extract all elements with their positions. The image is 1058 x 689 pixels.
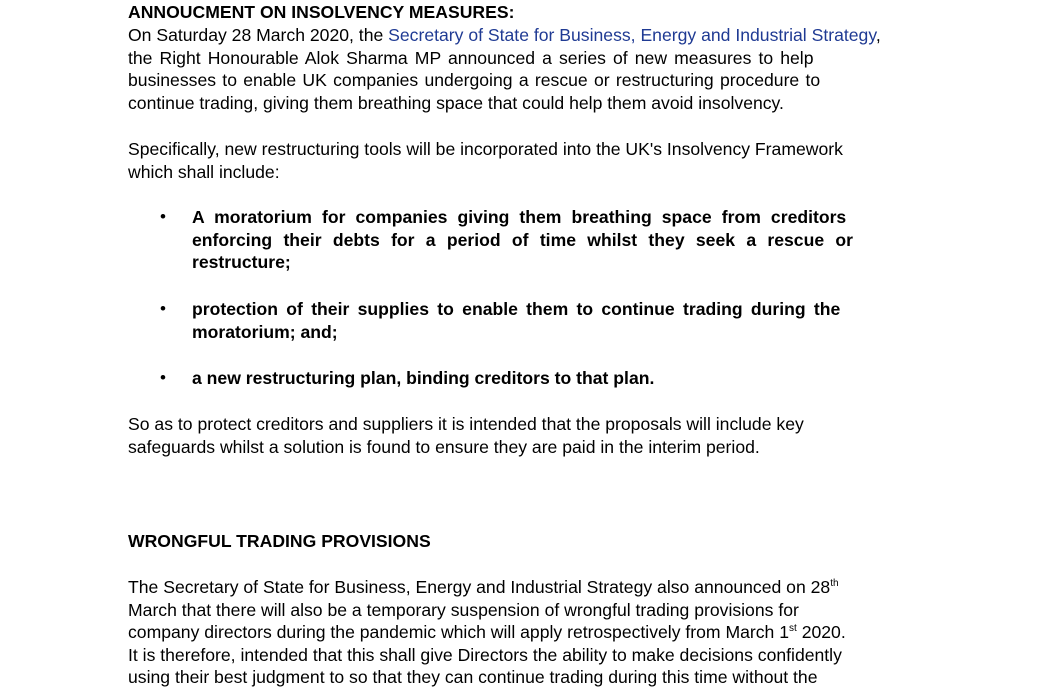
paragraph-line: So as to protect creditors and suppliers it is intended that the proposals will include key — [128, 414, 804, 434]
bullet-icon: • — [160, 299, 166, 318]
paragraph-line: March that there will also be a temporary suspension of wrongful trading provisions for — [128, 599, 799, 620]
list-item-line: protection of their supplies to enable them to continue trading during the — [192, 299, 841, 319]
paragraph-specifically — [128, 138, 931, 183]
section-heading-wrongful-trading: WRONGFUL TRADING PROVISIONS — [128, 531, 431, 551]
paragraph-line: company directors during the pandemic which will apply retrospectively from March 1st 2020. — [128, 622, 846, 643]
list-item-line: restructure; — [192, 252, 291, 273]
paragraph-line: businesses to enable UK companies undergoing a rescue or restructuring procedure to — [128, 70, 821, 91]
paragraph-line: which shall include: — [128, 161, 280, 182]
bullet-icon: • — [160, 368, 166, 387]
paragraph-line: continue trading, giving them breathing space that could help them avoid insolvency. — [128, 92, 784, 113]
bullet-icon: • — [160, 207, 166, 226]
list-item-line: a new restructuring plan, binding creditors to that plan. — [192, 368, 655, 388]
paragraph-safeguards — [128, 413, 931, 458]
paragraph-line: It is therefore, intended that this shall give Directors the ability to make decisions confidently — [128, 644, 842, 665]
paragraph-wrongful-trading — [128, 576, 931, 689]
paragraph-line: using their best judgment to so that they can continue trading during this time without the — [128, 667, 818, 688]
paragraph-line: the Right Honourable Alok Sharma MP announced a series of new measures to help — [128, 47, 814, 68]
list-item-line: enforcing their debts for a period of time whilst they seek a rescue or — [192, 229, 854, 250]
paragraph-line: safeguards whilst a solution is found to ensure they are paid in the interim period. — [128, 436, 760, 457]
section-heading-insolvency: ANNOUCMENT ON INSOLVENCY MEASURES: — [128, 2, 515, 22]
paragraph-line: The Secretary of State for Business, Energy and Industrial Strategy also announced on 28th — [128, 577, 839, 597]
paragraph-line: Specifically, new restructuring tools will be incorporated into the UK's Insolvency Framework — [128, 139, 843, 159]
paragraph-announcement — [128, 24, 931, 114]
paragraph-line: On Saturday 28 March 2020, the Secretary of State for Business, Energy and Industrial Strategy, — [128, 25, 881, 45]
list-item-line: A moratorium for companies giving them breathing space from creditors — [192, 207, 847, 227]
list-item-line: moratorium; and; — [192, 321, 338, 342]
secretary-of-state-link[interactable]: Secretary of State for Business, Energy and Industrial Strategy — [388, 25, 876, 45]
